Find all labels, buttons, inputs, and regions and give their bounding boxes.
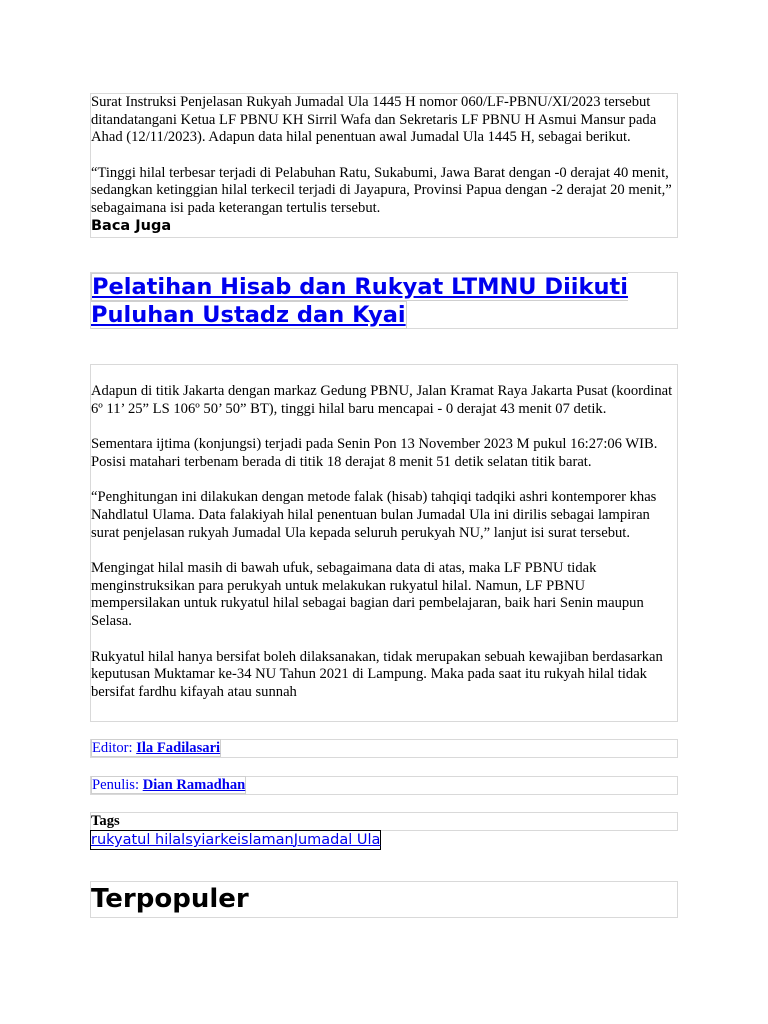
editor-name-link[interactable]: Ila Fadilasari xyxy=(136,740,221,756)
tags-list xyxy=(90,830,381,850)
baca-juga-label: Baca Juga xyxy=(91,217,172,234)
tags-title: Tags xyxy=(91,813,120,829)
body-paragraph-3: “Penghitungan ini dilakukan dengan metode falak (hisab) tahqiqi tadqiki ashri kontemporer khas Nahdlatul Ulama. Data falakiyah hilal penentuan bulan Jumadal Ula ini dirilis sebagai lampiran surat penjelasan rukyah Jumadal Ula kepada seluruh perukyah NU,” lanjut isi surat tersebut. xyxy=(91,489,657,541)
body-paragraph-2: Sementara ijtima (konjungsi) terjadi pada Senin Pon 13 November 2023 M pukul 16:27:06 WIB. Posisi matahari terbenam berada di titik 18 derajat 8 menit 51 detik selatan titik barat. xyxy=(91,436,658,470)
related-headline-line-2: Puluhan Ustadz dan Kyai xyxy=(91,302,406,328)
intro-paragraph-2: “Tinggi hilal terbesar terjadi di Pelabuhan Ratu, Sukabumi, Jawa Barat dengan -0 derajat 40 menit, sedangkan ketinggian hilal terkecil terjadi di Jayapura, Provinsi Papua dengan -2 derajat 20 menit,” sebagaimana isi pada keterangan tertulis tersebut. xyxy=(91,164,672,216)
tag-link[interactable]: rukyatul hilal xyxy=(91,832,186,848)
editor-credit-line xyxy=(91,739,221,757)
body-paragraph-5: Rukyatul hilal hanya bersifat boleh dilaksanakan, tidak merupakan sebuah kewajiban berdasarkan keputusan Muktamar ke-34 NU Tahun 2021 di Lampung. Maka pada saat itu rukyah hilal tidak bersifat fardhu kifayah atau sunnah xyxy=(91,648,663,700)
tags-section xyxy=(90,812,678,831)
tag-link[interactable]: Jumadal Ula xyxy=(293,832,381,848)
related-article-link[interactable] xyxy=(91,273,628,329)
editor-label: Editor: xyxy=(92,740,137,756)
body-paragraph-1: Adapun di titik Jakarta dengan markaz Gedung PBNU, Jalan Kramat Raya Jakarta Pusat (koordinat 6º 11’ 25” LS 106º 50’ 50” BT), tinggi hilal baru mencapai - 0 derajat 43 menit 07 detik. xyxy=(91,383,673,417)
writer-credit-line xyxy=(91,776,246,794)
popular-heading: Terpopuler xyxy=(91,884,249,914)
tag-link[interactable]: syiarkeislaman xyxy=(185,832,294,848)
intro-paragraph-1: Surat Instruksi Penjelasan Rukyah Jumadal Ula 1445 H nomor 060/LF-PBNU/XI/2023 tersebut ditandatangani Ketua LF PBNU KH Sirril Wafa dan Sekretaris LF PBNU H Asmui Mansur pada Ahad (12/11/2023). Adapun data hilal penentuan awal Jumadal Ula 1445 H, sebagai berikut. xyxy=(91,94,657,146)
related-headline-line-1: Pelatihan Hisab dan Rukyat LTMNU Diikuti xyxy=(92,274,628,300)
article-body xyxy=(90,364,678,722)
editor-credit xyxy=(90,739,678,758)
writer-name-link[interactable]: Dian Ramadhan xyxy=(142,777,246,793)
intro-section xyxy=(90,93,678,238)
writer-credit xyxy=(90,776,678,795)
popular-section xyxy=(90,881,678,918)
writer-label: Penulis: xyxy=(92,777,143,793)
body-paragraph-4: Mengingat hilal masih di bawah ufuk, sebagaimana data di atas, maka LF PBNU tidak menginstruksikan para perukyah untuk melakukan rukyatul hilal. Namun, LF PBNU mempersilakan untuk rukyatul hilal sebagai bagian dari pembelajaran, baik hari Senin maupun Selasa. xyxy=(91,560,644,629)
related-article xyxy=(90,272,678,329)
